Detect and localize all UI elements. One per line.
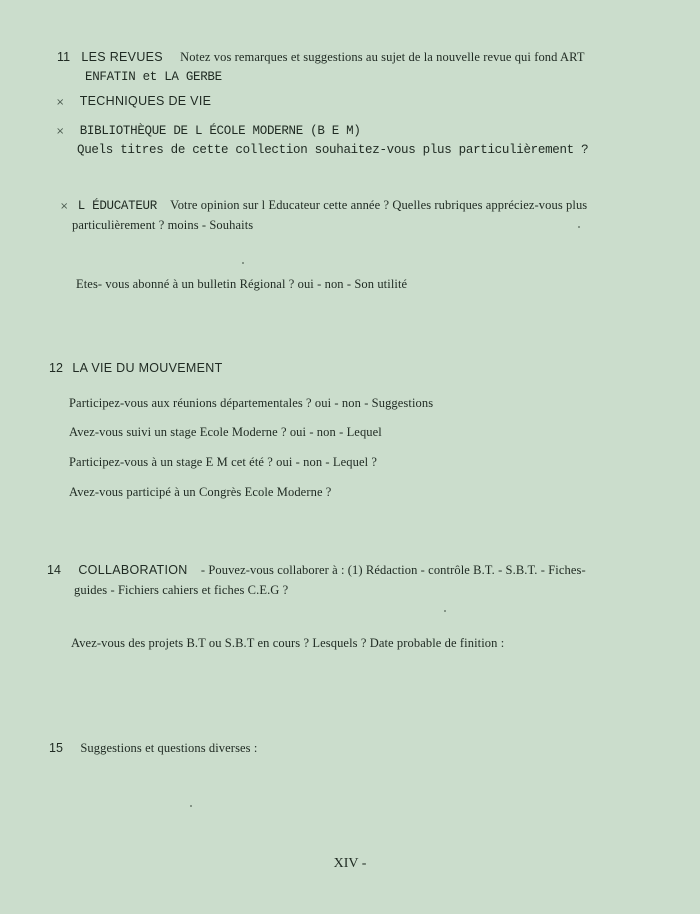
- q11-continuation: ENFATIN et LA GERBE: [85, 70, 222, 84]
- page-number: XIV -: [333, 856, 367, 871]
- bem-heading: BIBLIOTHÈQUE DE L ÉCOLE MODERNE (B E M): [79, 124, 361, 138]
- bem-line: [56, 123, 361, 138]
- q12-heading: LA VIE DU MOUVEMENT: [72, 361, 223, 375]
- q12-item: Avez-vous participé à un Congrès Ecole Moderne ?: [69, 485, 332, 499]
- q14-text: - Pouvez-vous collaborer à : (1) Rédaction - contrôle B.T. - S.B.T. - Fiches-: [200, 563, 586, 577]
- q12-number: 12: [49, 361, 64, 375]
- q14-number: 14: [47, 563, 62, 577]
- bem-mark: ×: [56, 126, 65, 137]
- scan-speck: [190, 805, 192, 807]
- scan-speck: [578, 226, 580, 228]
- q12-item: Avez-vous suivi un stage Ecole Moderne ? oui - non - Lequel: [69, 425, 382, 439]
- educateur-line: [60, 198, 587, 213]
- educateur-mark: ×: [60, 201, 69, 212]
- q12-item: Participez-vous à un stage E M cet été ? oui - non - Lequel ?: [69, 455, 378, 469]
- q11-text: Notez vos remarques et suggestions au sujet de la nouvelle revue qui fond ART: [180, 50, 585, 64]
- q14-heading: COLLABORATION: [78, 563, 188, 577]
- q14-line: [47, 563, 586, 578]
- scan-speck: [444, 610, 446, 612]
- techniques-heading: TECHNIQUES DE VIE: [79, 94, 212, 108]
- q14-continuation: guides - Fichiers cahiers et fiches C.E.G ?: [74, 583, 289, 597]
- educateur-continuation: particulièrement ? moins - Souhaits: [72, 218, 254, 232]
- educateur-heading: L ÉDUCATEUR: [77, 199, 157, 213]
- bem-question: Quels titres de cette collection souhaitez-vous plus particulièrement ?: [77, 143, 589, 157]
- q15-line: [49, 741, 257, 756]
- techniques-line: [56, 94, 211, 109]
- q12-line: [49, 361, 223, 376]
- q11-number: 11: [57, 50, 71, 64]
- q11-heading: LES REVUES: [81, 50, 163, 64]
- bulletin-question: Etes- vous abonné à un bulletin Régional ? oui - non - Son utilité: [76, 277, 408, 291]
- q15-text: Suggestions et questions diverses :: [80, 741, 258, 755]
- q15-number: 15: [49, 741, 64, 755]
- q14-projects: Avez-vous des projets B.T ou S.B.T en cours ? Lesquels ? Date probable de finition :: [71, 636, 505, 650]
- educateur-text: Votre opinion sur l Educateur cette année ? Quelles rubriques appréciez-vous plus: [170, 198, 588, 212]
- q11-line: [57, 50, 585, 65]
- scan-speck: [242, 262, 244, 264]
- q12-item: Participez-vous aux réunions départementales ? oui - non - Suggestions: [69, 396, 434, 410]
- techniques-mark: ×: [56, 97, 65, 108]
